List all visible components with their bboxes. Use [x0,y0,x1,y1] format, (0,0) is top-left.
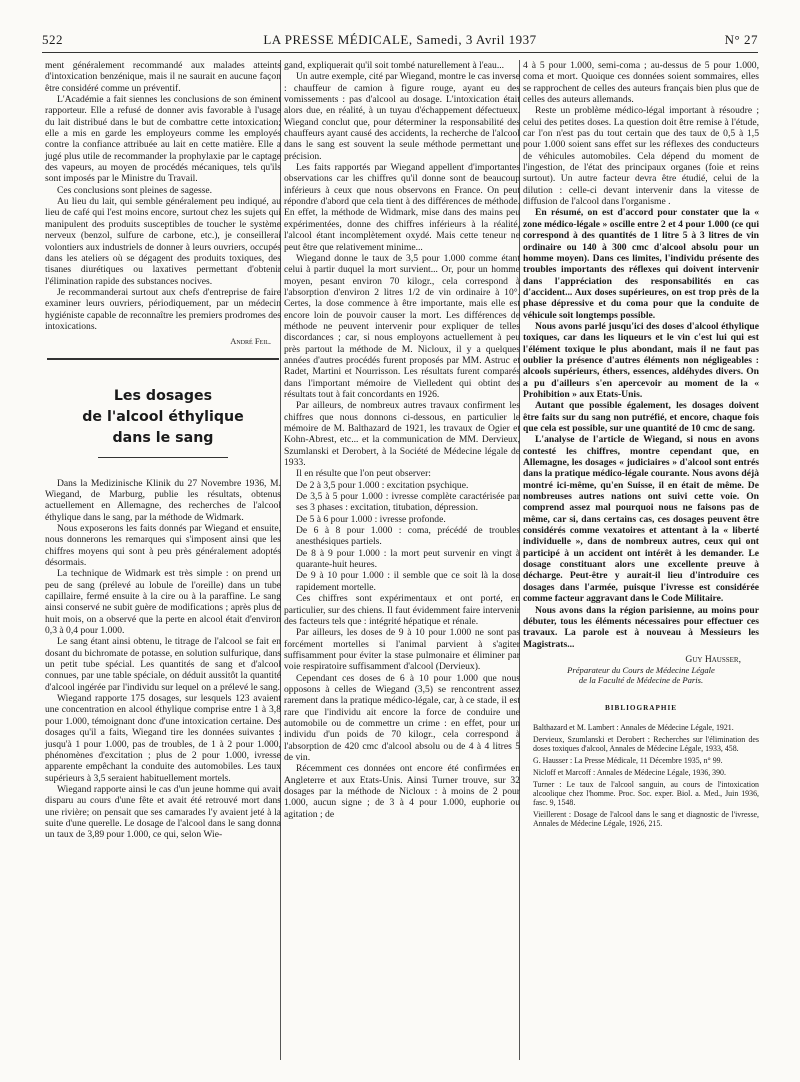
page-header [42,30,758,53]
dose-item: De 6 à 8 pour 1.000 : coma, précédé de troubles anesthésiques partiels. [296,525,520,548]
paragraph: Cependant ces doses de 6 à 10 pour 1.000 que nous opposons à celles de Wiegand (3,5) se rencontrent assez rarement dans la pratique médico-légale, car, à ce stade, il est rare que l'individu ait encore la force de conduire une automobile ou de commettre un crime : en effet, pour un individu d'un poids de 70 kilogr., cela correspond à l'absorption de 420 cmc d'alcool absolu ou de 4 à 4 litres 5 de vin. [284,672,520,763]
paragraph: L'analyse de l'article de Wiegand, si nous en avons contesté les chiffres, montre cependant que, en Allemagne, les dosages « judiciaires » d'alcool sont entrés dans la pratique médico-légale courante. Nous avons déjà montré ici-même, qu'en Suisse, il en était de même. De nombreuses autres nations ont suivi cette voie. On comprend assez mal pourquoi nous ne faisons pas de même, car si, dans certains cas, ces dosages peuvent être considérés comme vexatoires et attentant à la « liberté individuelle », dans de nombreux autres, ceux qui ont participé à un accident ont intérêt à les demander. Le dosage constituant alors une excellente preuve à décharge. Peut-être y aurait-il lieu d'introduire ces dosages dans l'armée, puisque l'ivresse est considérée comme facteur aggravant dans le Code Militaire. [523,434,759,605]
paragraph: Nous avons dans la région parisienne, au moins pour débuter, tous les éléments nécessaires pour effectuer ces travaux. La parole est à nouveau à Messieurs les Magistrats... [523,604,759,650]
paragraph: Ces conclusions sont pleines de sagesse. [57,184,213,196]
article-title-line: Les dosages [113,387,213,404]
bibliography-entry: Dervieux, Szumlanski et Derobert : Recherches sur l'élimination des doses toxiques d'alcool, Annales de Médecine Légale, 1933, 458. [533,734,759,753]
paragraph: gand, expliquerait qu'il soit tombé naturellement à l'eau... [284,60,505,71]
paragraph: L'Académie a fait siennes les conclusions de son éminent rapporteur. Elle a refusé de donner avis favorable à l'usage du lait distribué dans le but de combattre cette intoxication; elle a mis en garde les employeurs comme les employés contre la confiance attribuée au lait en cette matière. Elle a jugé plus utile de recommander la prophylaxie par le captage des vapeurs, au moyen de procédés mécaniques, tels qu'ils sont imposés par le Ministre du Travail. [45,94,281,185]
bibliography-entry: Balthazard et M. Lambert : Annales de Médecine Légale, 1921. [533,722,734,732]
paragraph: Wiegand rapporte ainsi le cas d'un jeune homme qui avait disparu au cours d'une fête et avait été retrouvé mort dans une rivière; on pensait que ses camarades l'y avaient jeté à la suite d'une querelle. Le dosage de l'alcool dans le sang donna un taux de 3,89 pour 1.000, ce qui, selon Wie- [45,783,281,841]
paragraph: Par ailleurs, de nombreux autres travaux confirment les chiffres que nous donnons ci-dessous, en particulier le mémoire de M. Balthazard de 1921, les travaux de Ogier et Kohn-Abrest, etc... et la communication de MM. Dervieux, Szumlanski et Derobert, à la Société de Médecine légale de 1933. [284,400,520,469]
paragraph: Dans la Medizinische Klinik du 27 Novembre 1936, M. Wiegand, de Marburg, publie les résultats, obtenus actuellement en Allemagne, des recherches de l'alcool éthylique dans le sang, par la méthode de Widmark. [45,477,281,523]
article-title [45,386,281,449]
column-1 [45,60,281,841]
issue-number: N° 27 [724,32,758,47]
bibliography-entry: Vieillerent : Dosage de l'alcool dans le sang et diagnostic de l'ivresse, Annales de Médecine Légale, 1926, 215. [533,810,759,829]
dose-item: De 8 à 9 pour 1.000 : la mort peut survenir en vingt à quarante-huit heures. [296,547,520,571]
bibliography-entry: Turner : Le taux de l'alcool sanguin, au cours de l'intoxication alcoolique chez l'homme. Proc. Soc. exper. Biol. a. Med., Juin 1936, fasc. 9, 1548. [533,780,759,808]
bibliography-entry: Nicloff et Marcoff : Annales de Médecine Légale, 1936, 390. [533,767,726,777]
article-separator [47,358,279,360]
bibliography-heading: BIBLIOGRAPHIE [604,704,678,713]
bibliography-entry: G. Hausser : La Presse Médicale, 11 Décembre 1935, n° 99. [533,755,723,765]
paragraph: Wiegand rapporte 175 dosages, sur lesquels 123 avaient une concentration en alcool éthylique comprise entre 1 à 3,8 pour 1.000, témoignant donc d'une intoxication certaine. Des dosages qu'il a faits, Wiegand tire les données suivantes : jusqu'à 1 pour 1.000, pas de troubles, de 1 à 2 pour 1.000, phénomènes d'excitation ; plus de 2 pour 1.000, ivresse apparente empêchant la conduite des automobiles. Les taux supérieurs à 3,5 seraient habituellement mortels. [45,693,281,784]
signature: André Feil. [230,336,271,347]
paragraph: Autant que possible également, les dosages doivent être faits sur du sang non putréfié, et encore, chaque fois que cela est possible, sur une quantité de 10 cmc de sang. [523,400,759,434]
paragraph: Un autre exemple, cité par Wiegand, montre le cas inverse : chauffeur de camion à figure rouge, ayant eu des vomissements : pas d'alcool au dosage. L'intoxication était alors due, en réalité, à un tuyau d'échappement défectueux. Wiegand conclut que, pour déterminer la responsabilité des chauffeurs ayant causé des accidents, la recherche de l'alcool dans le sang est souvent la seule méthode permettant une précision. [284,71,520,162]
dose-item: De 5 à 6 pour 1.000 : ivresse profonde. [296,513,446,525]
article-title-line: dans le sang [112,429,214,446]
affiliation-line: de la Faculté de Médecine de Paris. [578,675,704,686]
paragraph: Au lieu du lait, qui semble généralement peu indiqué, au lieu de café qui l'est moins encore, surtout chez les sujets qui manipulent des produits susceptibles de toucher le système nerveux (benzol, sulfure de carbone, etc.), je conseillerai volontiers aux industriels de donner à leurs ouvriers, occupés dans les ateliers où se dégagent des produits toxiques, des tisanes diurétiques ou laxatives permettant d'obtenir l'élimination rapide des substances nocives. [45,196,281,287]
paragraph: En résumé, on est d'accord pour constater que la « zone médico-légale » oscille entre 2 et 4 pour 1.000 (ce qui correspond à des quantités de 1 litre 5 à 3 litres de vin ordinaire ou 140 à 300 cmc d'alcool absolu pour un homme moyen). Dans ces limites, l'individu présente des troubles importants des réflexes qui doivent intervenir dans l'appréciation des responsabilités en cas d'accident... Aux doses supérieures, on est trop près de la phase dépressive et du coma pour que la conduite de véhicule soit longtemps possible. [523,207,759,321]
paragraph: Wiegand donne le taux de 3,5 pour 1.000 comme étant celui à partir duquel la mort survient... Or, pour un homme moyen, pesant environ 70 kilogr., cela correspond à l'absorption d'environ 2 litres 1/2 de vin ordinaire à 10°. Certes, la dose commence à être importante, mais elle est encore loin de pouvoir causer la mort. Les différences de méthode ne peuvent intervenir pour expliquer de telles discordances ; car, si nous employons actuellement à peu près partout la méthode de M. Nicloux, il y a quelques années d'autres procédés furent proposés par MM. Astruc et Radet, Martini et Nourrisson. Les résultats furent comparés dans l'important mémoire de Vielledent qui obtint des résultats tout à fait concordants en 1926. [284,252,520,400]
column-3 [523,60,759,832]
journal-title: LA PRESSE MÉDICALE, Samedi, 3 Avril 1937 [263,32,537,47]
author-name: Guy Hausser, [685,653,741,665]
paragraph: Je recommanderai surtout aux chefs d'entreprise de faire examiner leurs ouvriers, périodiquement, par un médecin hygiéniste capable de reconnaître les premiers prodromes des intoxications. [45,286,281,332]
paragraph: Récemment ces données ont encore été confirmées en Angleterre et aux Etats-Unis. Ainsi Turner trouve, sur 32 dosages par la méthode de Nicloux : à moins de 2 pour 1.000, aucun signe ; de 3 à 4 pour 1.000, euphorie ou agitation ; de [284,763,520,820]
dose-item: De 3,5 à 5 pour 1.000 : ivresse complète caractérisée par ses 3 phases : excitation, titubation, dépression. [296,491,520,514]
paragraph: Ces chiffres sont expérimentaux et ont porté, en particulier, sur des chiens. Il faut évidemment faire intervenir des facteurs tels que : intégrité hépatique et rénale. [284,593,520,627]
paragraph: Nous exposerons les faits donnés par Wiegand et ensuite, nous donnerons les remarques qui s'imposent ainsi que les chiffres moyens qui sont à peu près généralement adoptés désormais. [45,522,281,568]
dose-item: De 2 à 3,5 pour 1.000 : excitation psychique. [296,479,469,491]
paragraph: ment généralement recommandé aux malades atteints d'intoxication benzénique, mais il ne saurait en aucune façon être considéré comme un préventif. [45,60,281,94]
paragraph: Reste un problème médico-légal important à résoudre ; celui des petites doses. La question doit être remise à l'étude, car l'on n'est pas du tout certain que des taux de 0,5 à 1,5 pour 1.000 soient sans effet sur les réflexes des conducteurs de véhicules automobiles. Cela dépend du moment de l'ingestion, de l'état des principaux organes (foie et reins surtout). Un autre facteur devra être étudié, celui de la dilution : celle-ci devant intervenir dans la vitesse de diffusion de l'alcool dans l'organisme . [523,105,759,208]
paragraph: Nous avons parlé jusqu'ici des doses d'alcool éthylique toxiques, car dans les liqueurs et le vin c'est lui qui est l'élément toxique le plus abondant, mais il ne faut pas oublier la présence d'autres éléments non négligeables : alcools supérieurs, éthers, essences, aldéhydes divers. On a pu d'ailleurs s'en apercevoir au moment de la « Prohibition » aux Etats-Unis. [523,320,759,400]
paragraph: Le sang étant ainsi obtenu, le titrage de l'alcool se fait en dosant du bichromate de potasse, en solution sulfurique, dans un petit tube spécial. Les quantités de sang et d'alcool connues, par une table spéciale, on déduit aussitôt la quantité d'alcool ingérée par l'individu sur lequel on a prélevé le sang. [45,636,281,693]
title-underline [98,457,228,458]
paragraph: Les faits rapportés par Wiegand appellent d'importantes observations car les chiffres qu'il donne sont de beaucoup inférieurs à ceux que nous observons en France. On peut répondre d'abord que cela tient à des différences de méthode. En effet, la méthode de Widmark, mise dans des mains peu expérimentées, donne des chiffres inférieurs à la réalité, l'alcool étant incomplètement oxydé. Mais cette teneur ne peut être que relativement minime... [284,162,520,253]
affiliation-line: Préparateur du Cours de Médecine Légale [567,665,715,676]
paragraph: 4 à 5 pour 1.000, semi-coma ; au-dessus de 5 pour 1.000, coma et mort. Quoique ces données soient sommaires, elles se rapprochent de celles des auteurs français bien plus que de celles des auteurs allemands. [523,60,759,106]
paragraph: Il en résulte que l'on peut observer: [296,468,431,480]
author-affiliation [523,665,759,685]
page-number: 522 [42,32,63,47]
paragraph: La technique de Widmark est très simple : on prend un peu de sang (prélevé au lobule de l'oreille) dans un tube capillaire, fermé ensuite à la cire ou à la paraffine. Le sang ainsi conservé ne subit guère de modifications ; après plus de huit mois, on a observé que la perte en alcool était d'environ 0,3 à 0,4 pour 1.000. [45,568,281,637]
article-title-line: de l'alcool éthylique [82,408,244,425]
column-2 [284,60,520,820]
paragraph: Par ailleurs, les doses de 9 à 10 pour 1.000 ne sont pas forcément mortelles si l'animal parvient à s'agiter suffisamment pour éviter la stase pulmonaire et éliminer par voie respiratoire suffisamment d'alcool (Dervieux). [284,627,520,673]
dose-item: De 9 à 10 pour 1.000 : il semble que ce soit là la dose rapidement mortelle. [296,570,520,593]
